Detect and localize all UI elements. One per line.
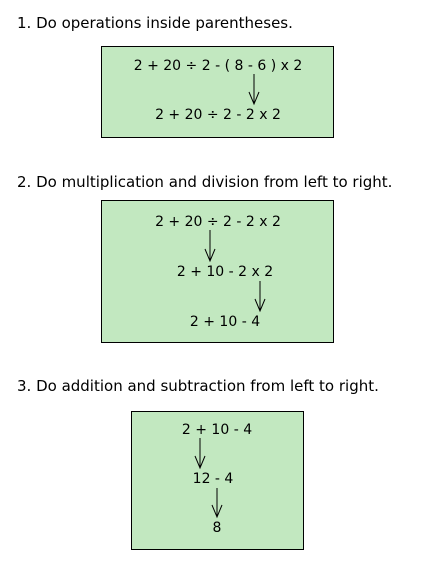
step-3-line-1: 2 + 10 - 4 <box>181 422 253 438</box>
step-2-heading: 2. Do multiplication and division from left to right. <box>17 173 393 191</box>
step-3-line-3: 8 <box>212 520 222 536</box>
step-1-line-2: 2 + 20 ÷ 2 - 2 x 2 <box>155 107 281 123</box>
step-2-line-3: 2 + 10 - 4 <box>189 314 261 330</box>
step-1-line-1: 2 + 20 ÷ 2 - ( 8 - 6 ) x 2 <box>133 58 303 74</box>
step-3-heading: 3. Do addition and subtraction from left to right. <box>17 377 379 395</box>
step-2-line-1: 2 + 20 ÷ 2 - 2 x 2 <box>155 214 281 230</box>
step-2-line-2: 2 + 10 - 2 x 2 <box>176 264 274 280</box>
step-3-line-2: 12 - 4 <box>192 471 234 487</box>
step-1-heading: 1. Do operations inside parentheses. <box>17 14 293 32</box>
